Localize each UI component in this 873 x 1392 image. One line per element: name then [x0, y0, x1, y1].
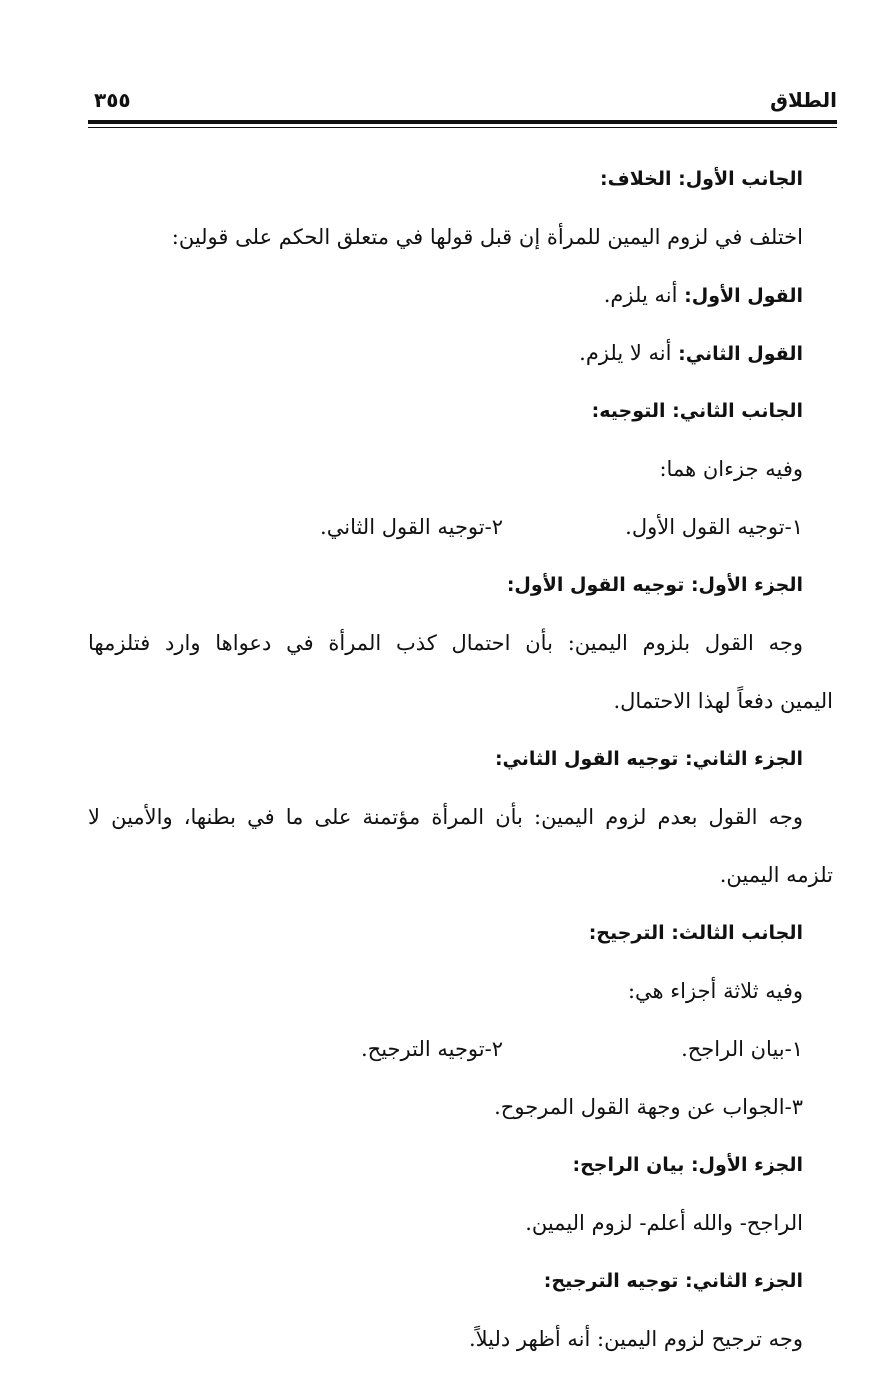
- paragraph: وفيه ثلاثة أجزاء هي:: [627, 979, 803, 1003]
- subsection-heading: الجزء الأول: توجيه القول الأول:: [506, 574, 803, 596]
- list-item: ٢-توجيه القول الثاني.: [320, 515, 503, 539]
- opinion-label: القول الثاني:: [678, 343, 803, 365]
- paragraph-line: وجه القول بلزوم اليمين: بأن احتمال كذب المرأة في دعواها وارد فتلزمها: [88, 631, 803, 655]
- list-item: ١-بيان الراجح.: [681, 1037, 803, 1061]
- paragraph: وجه ترجيح لزوم اليمين: أنه أظهر دليلاً.: [468, 1327, 803, 1351]
- numbered-list: [88, 498, 803, 556]
- opinion-line: [88, 324, 803, 382]
- list-item: ٢-توجيه الترجيح.: [360, 1037, 503, 1061]
- numbered-list: [88, 1020, 803, 1078]
- opinion-line: [88, 266, 803, 324]
- opinion-text: أنه لا يلزم.: [579, 341, 679, 365]
- paragraph-line: اليمين دفعاً لهذا الاحتمال.: [613, 689, 833, 713]
- paragraph: وفيه جزءان هما:: [659, 457, 803, 481]
- page-header: [88, 88, 837, 120]
- header-rule-thin: [88, 127, 837, 128]
- page-number: ٣٥٥: [94, 88, 131, 112]
- list-item: ١-توجيه القول الأول.: [625, 515, 803, 539]
- header-rule-thick: [88, 120, 837, 124]
- subsection-heading: الجزء الأول: بيان الراجح:: [572, 1154, 803, 1176]
- subsection-heading: الجزء الثاني: توجيه القول الثاني:: [494, 748, 803, 770]
- page-body: [88, 150, 833, 1368]
- paragraph: اختلف في لزوم اليمين للمرأة إن قبل قولها في متعلق الحكم على قولين:: [171, 225, 803, 249]
- paragraph-line: تلزمه اليمين.: [719, 863, 833, 887]
- opinion-label: القول الأول:: [684, 285, 803, 307]
- section-heading: الجانب الثالث: الترجيح:: [588, 922, 803, 944]
- paragraph-line: وجه القول بعدم لزوم اليمين: بأن المرأة مؤتمنة على ما في بطنها، والأمين لا: [88, 805, 803, 829]
- opinion-text: أنه يلزم.: [603, 283, 685, 307]
- subsection-heading: الجزء الثاني: توجيه الترجيح:: [543, 1270, 803, 1292]
- running-title: الطلاق: [770, 88, 837, 112]
- list-item: ٣-الجواب عن وجهة القول المرجوح.: [494, 1095, 803, 1119]
- section-heading: الجانب الأول: الخلاف:: [600, 168, 803, 190]
- paragraph: الراجح- والله أعلم- لزوم اليمين.: [525, 1211, 803, 1235]
- section-heading: الجانب الثاني: التوجيه:: [591, 400, 803, 422]
